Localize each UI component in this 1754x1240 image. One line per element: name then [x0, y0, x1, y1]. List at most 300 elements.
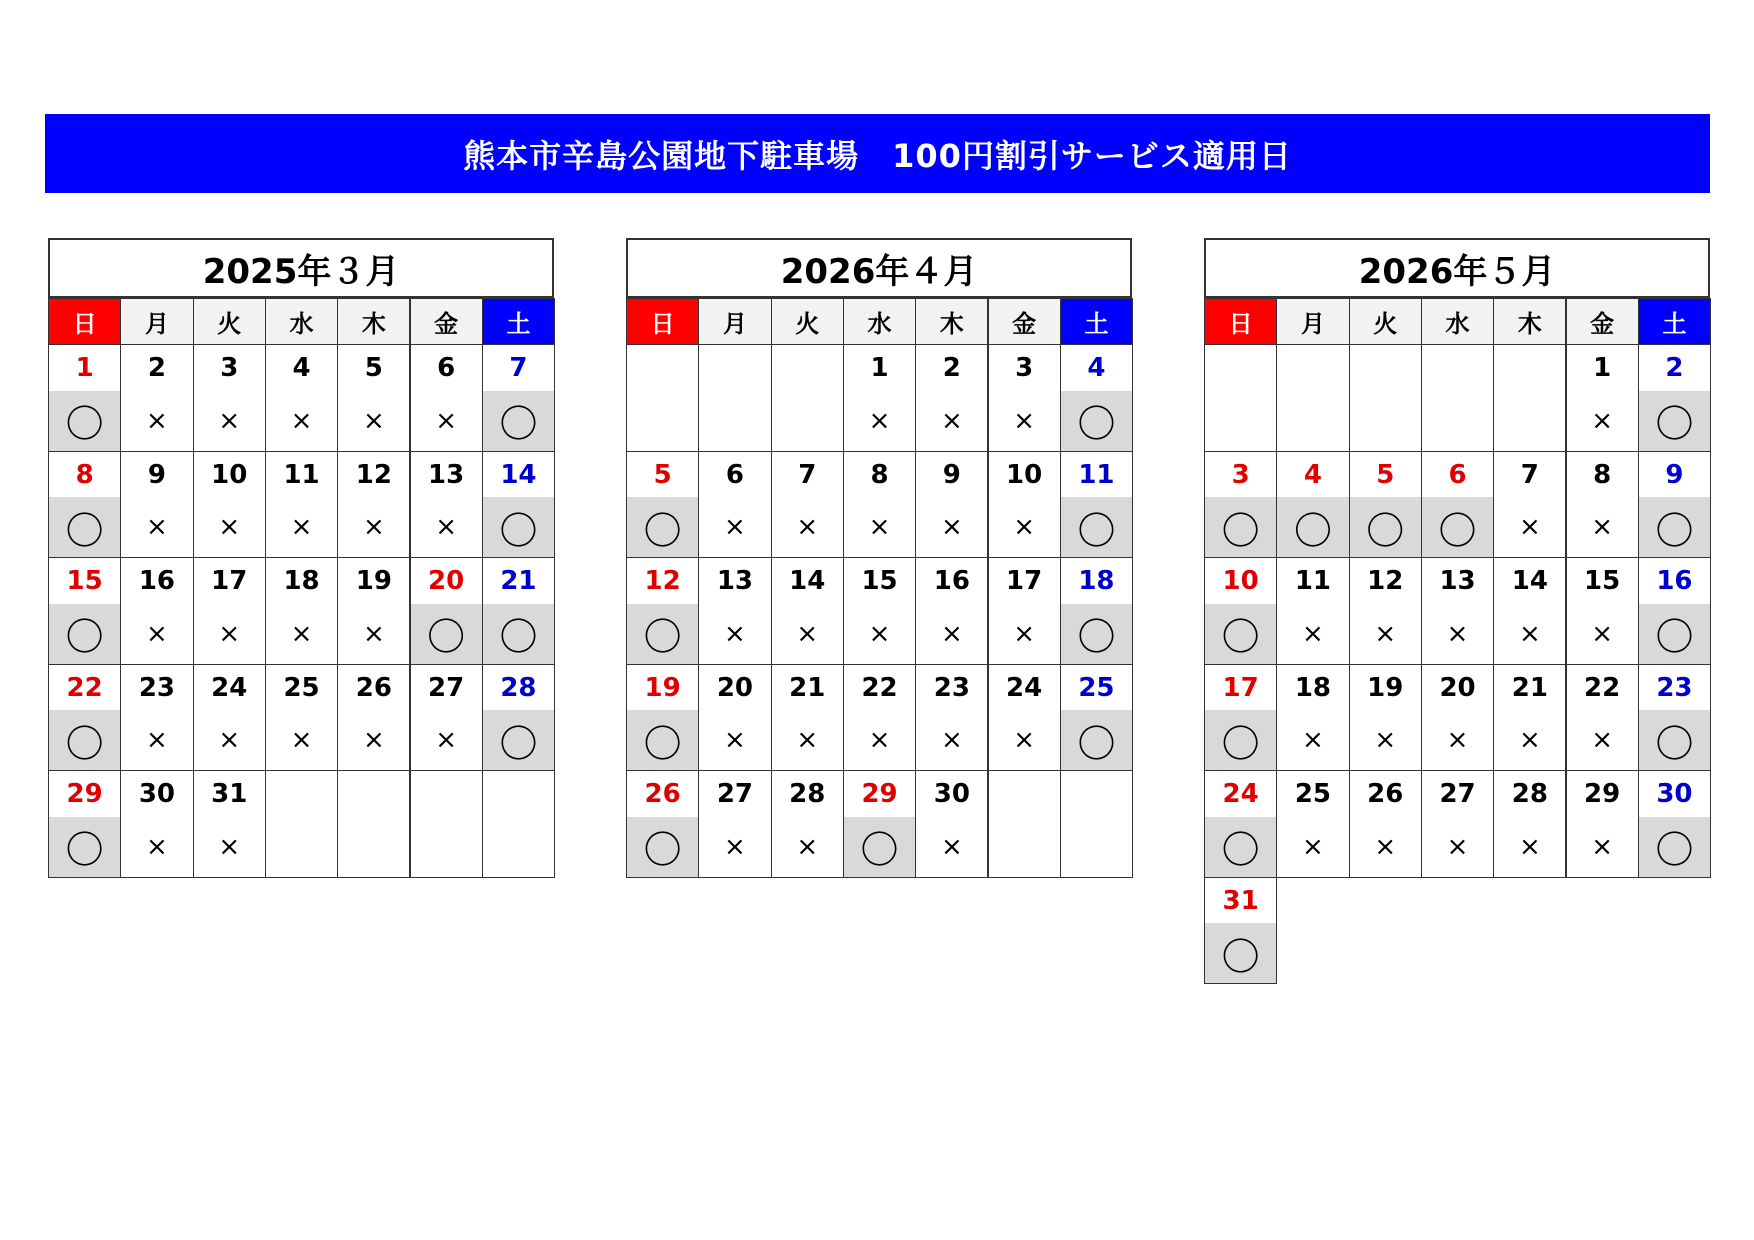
discount-available-mark: 〇: [1205, 497, 1276, 557]
discount-unavailable-mark: ×: [1302, 831, 1324, 862]
discount-unavailable-mark: ×: [1013, 618, 1036, 649]
day-number: 3: [1015, 353, 1034, 383]
calendar-day-cell: [988, 451, 1061, 559]
calendar-day-cell: [337, 664, 410, 772]
calendar-day-cell: [915, 557, 988, 665]
discount-unavailable-mark: ×: [362, 512, 385, 542]
discount-unavailable-mark: ×: [362, 405, 385, 436]
calendar-day-cell: [1349, 770, 1422, 878]
day-number: 11: [1294, 566, 1332, 596]
day-number: 1: [1593, 353, 1612, 383]
day-number: 17: [1006, 566, 1043, 596]
discount-unavailable-mark: ×: [362, 618, 385, 649]
discount-unavailable-mark: ×: [724, 725, 746, 755]
calendar-title: 2026年５月: [1204, 238, 1710, 298]
day-number: 19: [644, 672, 681, 703]
calendar-day-cell: [1638, 770, 1711, 878]
discount-available-mark: 〇: [1205, 604, 1276, 664]
weekday-header: 月: [1276, 298, 1349, 345]
discount-unavailable-mark: ×: [940, 725, 963, 755]
weekday-header: 火: [193, 298, 266, 345]
calendar-day-cell: [1638, 344, 1711, 452]
calendar-title: 2026年４月: [626, 238, 1132, 298]
day-number: 3: [1231, 459, 1250, 490]
weekday-header: 木: [1493, 298, 1566, 345]
calendar-day-cell: [337, 451, 410, 559]
discount-available-mark: 〇: [1205, 710, 1276, 770]
calendar-day-cell: [1276, 557, 1349, 665]
discount-unavailable-mark: ×: [940, 618, 963, 649]
discount-unavailable-mark: ×: [146, 618, 168, 649]
calendar-day-cell: [410, 664, 483, 772]
day-number: 1: [75, 353, 94, 383]
calendar-day-cell: [482, 451, 555, 559]
discount-unavailable-mark: ×: [724, 831, 746, 862]
calendar-day-cell: [1349, 451, 1422, 559]
discount-unavailable-mark: ×: [1446, 618, 1469, 649]
calendar-day-cell: [120, 664, 193, 772]
day-number: 27: [1439, 779, 1476, 809]
discount-available-mark: 〇: [1639, 604, 1710, 664]
calendar-day-cell: [193, 451, 266, 559]
calendar-day-cell: [193, 664, 266, 772]
calendar-day-cell: [265, 451, 338, 559]
day-number: 4: [292, 353, 311, 383]
calendar-day-cell: [988, 344, 1061, 452]
calendar-day-cell: [1276, 664, 1349, 772]
day-number: 14: [789, 566, 826, 596]
discount-unavailable-mark: ×: [796, 618, 819, 649]
day-number: 27: [428, 672, 465, 703]
calendar-day-cell: [410, 770, 483, 878]
calendar-day-cell: [698, 770, 771, 878]
calendar-day-cell: [120, 770, 193, 878]
weekday-header: 日: [48, 298, 121, 345]
discount-unavailable-mark: ×: [940, 831, 963, 862]
discount-unavailable-mark: ×: [940, 512, 963, 542]
discount-unavailable-mark: ×: [1591, 725, 1614, 755]
discount-unavailable-mark: ×: [146, 831, 168, 862]
day-number: 8: [1593, 459, 1612, 490]
day-number: 26: [355, 672, 392, 703]
calendar-day-cell: [1493, 664, 1566, 772]
calendar-day-cell: [337, 344, 410, 452]
discount-available-mark: 〇: [1639, 497, 1710, 557]
discount-unavailable-mark: ×: [1446, 831, 1469, 862]
discount-unavailable-mark: ×: [218, 618, 241, 649]
discount-unavailable-mark: ×: [868, 725, 891, 755]
calendar-day-cell: [1638, 451, 1711, 559]
day-number: 17: [1222, 672, 1259, 703]
discount-available-mark: 〇: [1639, 710, 1710, 770]
calendar-title: 2025年３月: [48, 238, 554, 298]
day-number: 23: [138, 672, 176, 703]
day-number: 16: [1656, 566, 1693, 596]
day-number: 29: [861, 779, 898, 809]
discount-unavailable-mark: ×: [868, 512, 891, 542]
discount-unavailable-mark: ×: [868, 405, 891, 436]
day-number: 2: [147, 353, 166, 383]
day-number: 22: [66, 672, 103, 703]
calendar-day-cell: [1493, 770, 1566, 878]
discount-available-mark: 〇: [1205, 923, 1276, 983]
calendar-day-cell: [988, 770, 1061, 878]
discount-available-mark: 〇: [483, 710, 554, 770]
day-number: 8: [870, 459, 889, 490]
calendar-day-cell: [698, 451, 771, 559]
discount-unavailable-mark: ×: [435, 405, 458, 436]
day-number: 25: [1078, 672, 1115, 703]
weekday-header: 土: [1638, 298, 1711, 345]
calendar-day-cell: [193, 344, 266, 452]
day-number: 13: [428, 459, 465, 490]
day-number: 27: [716, 779, 754, 809]
calendar-day-cell: [48, 770, 121, 878]
discount-unavailable-mark: ×: [940, 405, 963, 436]
discount-unavailable-mark: ×: [1518, 725, 1541, 755]
day-number: 23: [1656, 672, 1693, 703]
calendar-day-cell: [482, 344, 555, 452]
day-number: 22: [861, 672, 898, 703]
discount-unavailable-mark: ×: [1013, 725, 1036, 755]
weekday-header: 水: [843, 298, 916, 345]
day-number: 24: [211, 672, 248, 703]
calendar-day-cell: [771, 344, 844, 452]
day-number: 31: [211, 779, 248, 809]
calendar-day-cell: [1060, 557, 1133, 665]
calendar-day-cell: [1276, 770, 1349, 878]
calendar-day-cell: [988, 664, 1061, 772]
discount-unavailable-mark: ×: [1302, 725, 1324, 755]
day-number: 15: [66, 566, 103, 596]
discount-available-mark: 〇: [627, 710, 698, 770]
calendar-day-cell: [1421, 664, 1494, 772]
day-number: 7: [798, 459, 817, 490]
calendar-day-cell: [1204, 451, 1277, 559]
day-number: 12: [355, 459, 392, 490]
discount-unavailable-mark: ×: [1374, 725, 1397, 755]
discount-unavailable-mark: ×: [218, 725, 241, 755]
day-number: 19: [355, 566, 392, 596]
discount-unavailable-mark: ×: [146, 725, 168, 755]
discount-available-mark: 〇: [1350, 497, 1421, 557]
discount-available-mark: 〇: [49, 391, 120, 451]
weekday-header: 金: [410, 298, 483, 345]
calendar-day-cell: [1204, 770, 1277, 878]
day-number: 29: [66, 779, 103, 809]
day-number: 8: [75, 459, 94, 490]
day-number: 9: [147, 459, 166, 490]
calendar-day-cell: [698, 664, 771, 772]
calendar-day-cell: [1060, 770, 1133, 878]
discount-available-mark: 〇: [1061, 497, 1132, 557]
weekday-header: 木: [915, 298, 988, 345]
calendar-day-cell: [1566, 344, 1639, 452]
discount-available-mark: 〇: [627, 604, 698, 664]
calendar-day-cell: [1276, 344, 1349, 452]
weekday-header: 火: [771, 298, 844, 345]
discount-unavailable-mark: ×: [362, 725, 385, 755]
discount-available-mark: 〇: [1277, 497, 1348, 557]
calendar-day-cell: [193, 557, 266, 665]
day-number: 10: [211, 459, 248, 490]
day-number: 13: [1439, 566, 1476, 596]
discount-available-mark: 〇: [49, 817, 120, 877]
discount-unavailable-mark: ×: [796, 512, 819, 542]
calendar-day-cell: [1566, 451, 1639, 559]
discount-unavailable-mark: ×: [1518, 831, 1541, 862]
calendar-day-cell: [1349, 664, 1422, 772]
day-number: 11: [1078, 459, 1115, 490]
day-number: 26: [644, 779, 681, 809]
calendar-day-cell: [698, 557, 771, 665]
calendar-day-cell: [265, 770, 338, 878]
day-number: 5: [1376, 459, 1395, 490]
weekday-header: 日: [626, 298, 699, 345]
calendar-day-cell: [1276, 451, 1349, 559]
calendar-day-cell: [337, 770, 410, 878]
day-number: 25: [283, 672, 320, 703]
day-number: 30: [933, 779, 970, 809]
day-number: 6: [725, 459, 744, 490]
calendar-day-cell: [1638, 557, 1711, 665]
day-number: 16: [933, 566, 970, 596]
discount-unavailable-mark: ×: [218, 512, 241, 542]
discount-available-mark: 〇: [1205, 817, 1276, 877]
calendar-day-cell: [915, 344, 988, 452]
discount-unavailable-mark: ×: [796, 725, 819, 755]
calendar-day-cell: [1421, 770, 1494, 878]
day-number: 15: [861, 566, 898, 596]
day-number: 20: [1439, 672, 1476, 703]
calendar-day-cell: [1204, 344, 1277, 452]
discount-unavailable-mark: ×: [146, 405, 168, 436]
day-number: 10: [1222, 566, 1259, 596]
calendar-day-cell: [1421, 557, 1494, 665]
day-number: 22: [1584, 672, 1621, 703]
day-number: 28: [1511, 779, 1548, 809]
calendar-day-cell: [1060, 451, 1133, 559]
day-number: 5: [364, 353, 383, 383]
discount-available-mark: 〇: [1061, 391, 1132, 451]
discount-unavailable-mark: ×: [1591, 618, 1614, 649]
page-title: 熊本市辛島公園地下駐車場 100円割引サービス適用日: [463, 136, 1292, 175]
weekday-header: 月: [120, 298, 193, 345]
calendar-day-cell: [482, 664, 555, 772]
weekday-header: 日: [1204, 298, 1277, 345]
weekday-header: 月: [698, 298, 771, 345]
discount-available-mark: 〇: [1422, 497, 1493, 557]
discount-available-mark: 〇: [49, 604, 120, 664]
day-number: 26: [1367, 779, 1404, 809]
discount-available-mark: 〇: [844, 817, 915, 877]
calendar-day-cell: [482, 770, 555, 878]
day-number: 25: [1294, 779, 1332, 809]
discount-unavailable-mark: ×: [218, 405, 241, 436]
calendar-day-cell: [626, 770, 699, 878]
calendar-day-cell: [843, 557, 916, 665]
day-number: 16: [138, 566, 176, 596]
calendar-day-cell: [1421, 344, 1494, 452]
calendar-day-cell: [265, 344, 338, 452]
discount-unavailable-mark: ×: [1013, 405, 1036, 436]
calendar-day-cell: [1204, 557, 1277, 665]
discount-available-mark: 〇: [627, 817, 698, 877]
discount-unavailable-mark: ×: [435, 725, 458, 755]
discount-available-mark: 〇: [483, 391, 554, 451]
discount-unavailable-mark: ×: [435, 512, 458, 542]
calendar-day-cell: [771, 770, 844, 878]
calendar-day-cell: [1204, 877, 1277, 985]
calendar-day-cell: [337, 557, 410, 665]
calendar-day-cell: [482, 557, 555, 665]
discount-available-mark: 〇: [411, 604, 482, 664]
weekday-header: 金: [1566, 298, 1639, 345]
day-number: 14: [500, 459, 537, 490]
day-number: 24: [1006, 672, 1043, 703]
weekday-header: 金: [988, 298, 1061, 345]
calendar-day-cell: [1566, 557, 1639, 665]
discount-available-mark: 〇: [483, 497, 554, 557]
day-number: 2: [1665, 353, 1684, 383]
discount-unavailable-mark: ×: [1518, 512, 1541, 542]
day-number: 20: [428, 566, 465, 596]
calendar-day-cell: [1349, 557, 1422, 665]
calendar-day-cell: [843, 344, 916, 452]
calendar-day-cell: [1638, 664, 1711, 772]
calendar-day-cell: [1493, 557, 1566, 665]
day-number: 28: [789, 779, 826, 809]
discount-unavailable-mark: ×: [1013, 512, 1036, 542]
discount-available-mark: 〇: [1639, 391, 1710, 451]
calendar-day-cell: [120, 451, 193, 559]
calendar-day-cell: [1493, 344, 1566, 452]
day-number: 21: [1511, 672, 1548, 703]
discount-unavailable-mark: ×: [724, 512, 746, 542]
day-number: 5: [653, 459, 672, 490]
calendar-day-cell: [410, 557, 483, 665]
day-number: 6: [1448, 459, 1467, 490]
calendar-day-cell: [1060, 344, 1133, 452]
calendar-day-cell: [915, 664, 988, 772]
day-number: 18: [1078, 566, 1115, 596]
discount-unavailable-mark: ×: [796, 831, 819, 862]
day-number: 15: [1584, 566, 1621, 596]
day-number: 17: [211, 566, 248, 596]
day-number: 18: [1294, 672, 1332, 703]
calendar-day-cell: [120, 557, 193, 665]
discount-unavailable-mark: ×: [1374, 831, 1397, 862]
day-number: 1: [870, 353, 889, 383]
calendar-day-cell: [771, 557, 844, 665]
weekday-header: 火: [1349, 298, 1422, 345]
day-number: 9: [1665, 459, 1684, 490]
day-number: 21: [789, 672, 826, 703]
discount-available-mark: 〇: [49, 710, 120, 770]
calendar-day-cell: [193, 770, 266, 878]
day-number: 21: [500, 566, 537, 596]
day-number: 18: [283, 566, 320, 596]
discount-unavailable-mark: ×: [1374, 618, 1397, 649]
day-number: 6: [437, 353, 456, 383]
discount-unavailable-mark: ×: [724, 618, 746, 649]
calendar-day-cell: [626, 344, 699, 452]
discount-unavailable-mark: ×: [146, 512, 168, 542]
discount-available-mark: 〇: [1061, 604, 1132, 664]
calendar-day-cell: [1493, 451, 1566, 559]
discount-available-mark: 〇: [483, 604, 554, 664]
calendar-day-cell: [265, 664, 338, 772]
calendar-day-cell: [843, 451, 916, 559]
calendar-day-cell: [48, 664, 121, 772]
calendar-day-cell: [410, 344, 483, 452]
weekday-header: 水: [1421, 298, 1494, 345]
calendar-day-cell: [843, 664, 916, 772]
calendar-day-cell: [915, 451, 988, 559]
discount-unavailable-mark: ×: [1518, 618, 1541, 649]
weekday-header: 土: [482, 298, 555, 345]
discount-unavailable-mark: ×: [1446, 725, 1469, 755]
discount-unavailable-mark: ×: [1591, 831, 1614, 862]
calendar-day-cell: [1566, 770, 1639, 878]
discount-unavailable-mark: ×: [1302, 618, 1324, 649]
page-banner: [45, 114, 1710, 193]
day-number: 31: [1222, 885, 1259, 916]
calendar-day-cell: [626, 557, 699, 665]
calendar-day-cell: [48, 557, 121, 665]
day-number: 4: [1087, 353, 1106, 383]
weekday-header: 水: [265, 298, 338, 345]
day-number: 10: [1006, 459, 1043, 490]
calendar-day-cell: [843, 770, 916, 878]
calendar-day-cell: [771, 451, 844, 559]
discount-unavailable-mark: ×: [868, 618, 891, 649]
day-number: 14: [1511, 566, 1548, 596]
calendar-day-cell: [771, 664, 844, 772]
discount-available-mark: 〇: [1061, 710, 1132, 770]
discount-unavailable-mark: ×: [290, 405, 313, 436]
calendar-day-cell: [698, 344, 771, 452]
weekday-header: 木: [337, 298, 410, 345]
day-number: 7: [509, 353, 528, 383]
discount-available-mark: 〇: [1639, 817, 1710, 877]
day-number: 7: [1520, 459, 1539, 490]
day-number: 24: [1222, 779, 1259, 809]
calendar-day-cell: [1421, 451, 1494, 559]
discount-unavailable-mark: ×: [218, 831, 241, 862]
calendar-day-cell: [988, 557, 1061, 665]
calendar-day-cell: [915, 770, 988, 878]
day-number: 19: [1367, 672, 1404, 703]
day-number: 30: [138, 779, 176, 809]
calendar-day-cell: [1060, 664, 1133, 772]
discount-available-mark: 〇: [49, 497, 120, 557]
calendar-day-cell: [1566, 664, 1639, 772]
day-number: 20: [716, 672, 754, 703]
calendar-day-cell: [48, 344, 121, 452]
calendar-day-cell: [410, 451, 483, 559]
day-number: 12: [644, 566, 681, 596]
calendar-day-cell: [265, 557, 338, 665]
day-number: 12: [1367, 566, 1404, 596]
calendar-day-cell: [120, 344, 193, 452]
calendar-day-cell: [1349, 344, 1422, 452]
day-number: 11: [283, 459, 320, 490]
discount-unavailable-mark: ×: [1591, 405, 1614, 436]
calendar-day-cell: [48, 451, 121, 559]
day-number: 23: [933, 672, 970, 703]
weekday-header: 土: [1060, 298, 1133, 345]
